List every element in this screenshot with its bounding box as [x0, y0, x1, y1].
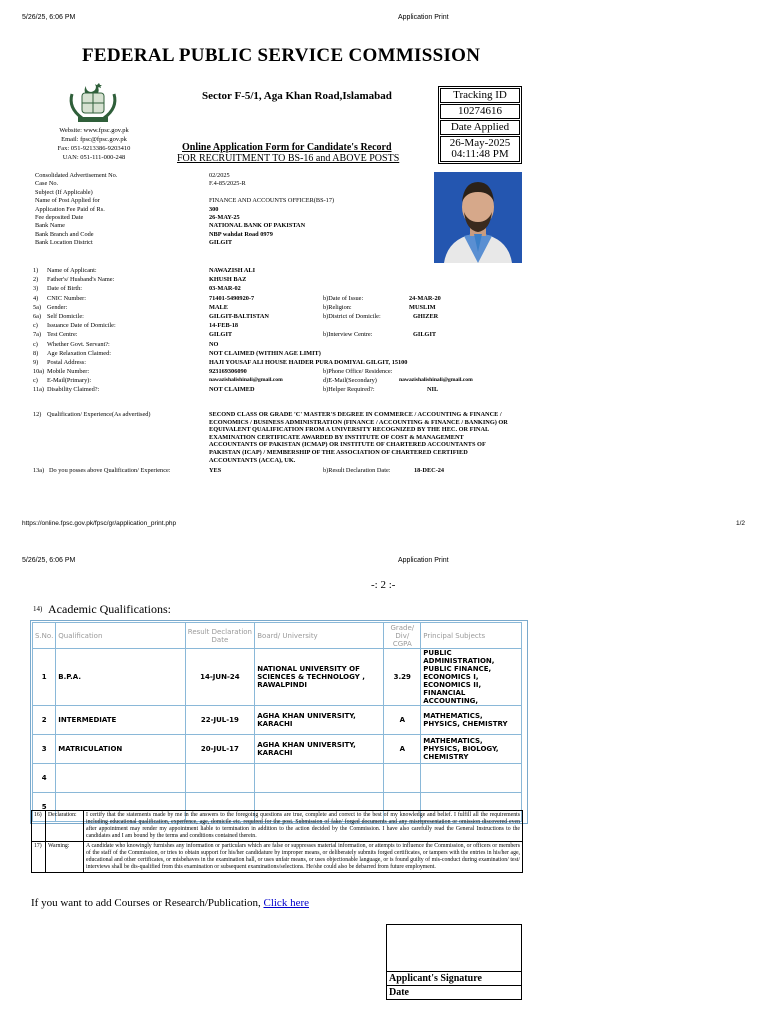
email-text: Email: fpsc@fpsc.gov.pk — [61, 136, 127, 143]
cell-qual — [56, 764, 185, 793]
form-subtitle: FOR RECRUITMENT TO BS-16 and ABOVE POSTS — [177, 153, 400, 164]
row-label: Gender: — [47, 303, 68, 311]
table-row — [33, 735, 522, 764]
field-label: Application Fee Paid of Rs. — [35, 205, 105, 213]
row-value: GILGIT-BALTISTAN — [209, 312, 269, 320]
col-grade: Grade/ Div/ CGPA — [384, 623, 421, 649]
row-value: GILGIT — [209, 331, 233, 339]
row-label: Date of Birth: — [47, 285, 82, 293]
cell-date: 20-JUL-17 — [185, 735, 255, 764]
row-b-value: MUSLIM — [409, 303, 436, 311]
academic-table — [32, 622, 522, 822]
cell-date: 14-JUN-24 — [185, 649, 255, 706]
acad-number: 14) — [33, 605, 43, 613]
row-number: 8) — [33, 349, 39, 357]
warn-label: Warning: — [46, 842, 84, 873]
applicant-row — [33, 304, 513, 313]
warning-row — [32, 842, 523, 873]
row-number: 3) — [33, 285, 39, 293]
time-applied: 04:11:48 PM — [451, 148, 509, 160]
row-value: NAWAZISH ALI — [209, 267, 256, 274]
field-value: 26-MAY-25 — [209, 213, 240, 221]
qualification-number: 12) — [33, 411, 42, 418]
field-label: Case No. — [35, 180, 59, 188]
commission-title: FEDERAL PUBLIC SERVICE COMMISSION — [82, 45, 481, 66]
row-label: Age Relaxation Claimed: — [47, 349, 112, 357]
warn-number: 17) — [32, 842, 46, 873]
cell-qual: INTERMEDIATE — [56, 706, 185, 735]
footer-url: https://online.fpsc.gov.pk/fpsc/gr/application_print.php — [22, 520, 177, 527]
cell-sno: 5 — [33, 793, 56, 822]
row-value: NOT CLAIMED (WITHIN AGE LIMIT) — [209, 349, 321, 357]
address: Sector F-5/1, Aga Khan Road,Islamabad — [202, 90, 392, 102]
applicant-row — [33, 331, 513, 340]
contact-info — [40, 126, 148, 162]
field-label: Bank Name — [35, 222, 65, 230]
field-value: NATIONAL BANK OF PAKISTAN — [209, 222, 306, 230]
applicant-row — [33, 295, 513, 304]
row-b-label: b)District of Domicile: — [323, 312, 381, 320]
row-label: Mobile Number: — [47, 368, 90, 376]
field-row — [35, 214, 435, 222]
q13-label: Do you posses above Qualification/ Experience: — [49, 467, 171, 474]
cell-sno: 3 — [33, 735, 56, 764]
q13-number: 13a) — [33, 467, 45, 474]
declaration-table — [31, 810, 523, 873]
applicant-row — [33, 313, 513, 322]
row-value: MALE — [209, 303, 228, 311]
row-value: 14-FEB-18 — [209, 322, 239, 330]
row-b-label: b)Date of Issue: — [323, 294, 364, 302]
row-label: CNIC Number: — [47, 294, 87, 302]
academic-table-frame — [30, 620, 528, 824]
applicant-row — [33, 276, 513, 285]
applicant-row — [33, 377, 513, 386]
fax-text: Fax: 051-9213386-9203410 — [57, 145, 131, 152]
courses-text: If you want to add Courses or Research/Publication, — [31, 897, 261, 909]
click-here-link[interactable]: Click here — [263, 897, 309, 909]
tracking-label: Tracking ID — [440, 88, 520, 103]
decl-text: I certify that the statements made by me in the answers to the foregoing questions are true, complete and correct to the best of my knowledge and belief. I fulfill all the requirements including educational qualification, experience, age, domicile etc. required for the post. Submission of fake/ forged documents and any misrepresentation or omission discovered even after appointment may render my appointment liable to termination in addition to the action decided by the Commission. I have also carefully read the General Instructions to the candidates and I am bound by the terms and conditions contained therein. — [84, 811, 523, 842]
result-date-label: b)Result Declaration Date: — [323, 467, 391, 474]
row-number: c) — [33, 377, 38, 385]
field-value: FINANCE AND ACCOUNTS OFFICER(BS-17) — [209, 197, 335, 205]
row-b-label: b)Interview Centre: — [323, 331, 373, 339]
cell-grade: A — [384, 735, 421, 764]
row-number: c) — [33, 322, 38, 330]
field-label: Bank Location District — [35, 239, 93, 247]
decl-label: Declaration: — [46, 811, 84, 842]
footer-page: 1/2 — [736, 520, 746, 527]
courses-prompt — [31, 897, 309, 909]
tracking-id: 10274616 — [440, 104, 520, 119]
qualification-label: Qualification/ Experience(As advertised) — [47, 411, 151, 418]
cell-qual: MATRICULATION — [56, 735, 185, 764]
row-b-value: GHIZER — [413, 312, 439, 320]
field-row — [35, 239, 435, 247]
date-applied: 26-May-2025 — [449, 137, 511, 149]
form-title: Online Application Form for Candidate's Record — [182, 142, 392, 153]
row-value: HAJI YOUSAF ALI HOUSE HAIDER PURA DOMIYAL GILGIT, 15100 — [209, 358, 408, 366]
row-value: 71401-5490920-7 — [209, 294, 255, 302]
field-label: Bank Branch and Code — [35, 230, 94, 238]
field-label: Subject (If Applicable) — [35, 188, 93, 196]
signature-area — [387, 925, 522, 972]
cell-subjects: MATHEMATICS, PHYSICS, BIOLOGY, CHEMISTRY — [421, 735, 522, 764]
col-sno: S.No. — [33, 623, 56, 649]
row-number: 11a) — [33, 386, 44, 394]
cell-subjects — [421, 764, 522, 793]
row-label: Test Centre: — [47, 331, 78, 339]
row-label: E-Mail(Primary): — [47, 377, 92, 385]
cell-subjects: MATHEMATICS, PHYSICS, CHEMISTRY — [421, 706, 522, 735]
row-b-label: d)E-Mail(Secondary) — [323, 377, 377, 385]
tracking-box — [438, 86, 522, 164]
row-b-label: b)Phone Office/ Residence: — [323, 368, 393, 376]
applicant-fields — [33, 267, 513, 396]
qualification-value: SECOND CLASS OR GRADE 'C' MASTER'S DEGREE IN COMMERCE / ACCOUNTING & FINANCE / ECONOMICS / BUSINESS ADMINISTRATION (FINANCE / ACCOUNTING & FINANCE / BANKING) OR EQUIVALENT QUALIFICATION FROM A UNIVERSITY RECOGNIZED BY THE HEC. OR FINAL EXAMINATION CERTIFICATE AWARDED BY INSTITUTE OF COST & MANAGEMENT ACCOUNTANTS OF PAKISTAN (ICMAP) OR INSTITUTE OF CHARTERED ACCOUNTANTS OF PAKISTAN (ICAP) / MEMBERSHIP OF THE ASSOCIATION OF CHARTERED CERTIFIED ACCOUNTANTS (ACCA), UK. — [209, 411, 508, 464]
declaration-row — [32, 811, 523, 842]
table-row — [33, 649, 522, 706]
field-row — [35, 222, 435, 230]
cell-board: NATIONAL UNIVERSITY OF SCIENCES & TECHNOLOGY , RAWALPINDI — [255, 649, 384, 706]
field-label: Fee deposited Date — [35, 213, 84, 221]
row-b-value: GILGIT — [413, 331, 437, 339]
cell-grade — [384, 764, 421, 793]
table-row — [33, 706, 522, 735]
row-value: 03-MAR-02 — [209, 285, 241, 293]
row-b-label: b)Helper Required?: — [323, 386, 375, 394]
cell-subjects: PUBLIC ADMINISTRATION, PUBLIC FINANCE, ECONOMICS I, ECONOMICS II, FINANCIAL ACCOUNTING, — [421, 649, 522, 706]
field-value: GILGIT — [209, 239, 233, 247]
row-number: 4) — [33, 294, 39, 302]
row-label: Father's/ Husband's Name: — [47, 276, 115, 284]
field-row — [35, 189, 435, 197]
print-title-p2: Application Print — [398, 557, 449, 564]
row-label: Postal Address: — [47, 358, 87, 366]
applicant-photo — [434, 172, 522, 263]
field-value: 300 — [209, 205, 219, 213]
cell-sno: 2 — [33, 706, 56, 735]
decl-number: 16) — [32, 811, 46, 842]
uan-text: UAN: 051-111-000-248 — [62, 154, 126, 161]
row-value: 923169306090 — [209, 368, 247, 376]
field-label: Name of Post Applied for — [35, 197, 100, 205]
row-b-value: NIL — [427, 386, 439, 394]
row-number: c) — [33, 340, 38, 348]
field-value: F.4-85/2025-R — [209, 180, 246, 188]
signature-label: Applicant's Signature — [387, 972, 522, 986]
cell-grade: 3.29 — [384, 649, 421, 706]
cell-qual: B.P.A. — [56, 649, 185, 706]
applicant-row — [33, 285, 513, 294]
table-header — [33, 623, 522, 649]
field-row — [35, 206, 435, 214]
date-applied-value — [440, 136, 520, 162]
row-number: 5a) — [33, 303, 42, 311]
row-b-label: b)Religion: — [323, 303, 352, 311]
row-label: Whether Govt. Servant?: — [47, 340, 110, 348]
cell-board: AGHA KHAN UNIVERSITY, KARACHI — [255, 735, 384, 764]
cell-board: AGHA KHAN UNIVERSITY, KARACHI — [255, 706, 384, 735]
date-applied-label: Date Applied — [440, 120, 520, 135]
cell-sno: 1 — [33, 649, 56, 706]
row-number: 7a) — [33, 331, 42, 339]
col-subjects: Principal Subjects — [421, 623, 522, 649]
result-date-value: 18-DEC-24 — [414, 467, 445, 474]
row-number: 6a) — [33, 312, 42, 320]
col-result-date: Result Declaration Date — [185, 623, 255, 649]
field-row — [35, 180, 435, 188]
date-label: Date — [387, 986, 522, 1000]
cell-board — [255, 764, 384, 793]
field-label: Consolidated Advertisement No. — [35, 172, 118, 179]
col-qualification: Qualification — [56, 623, 185, 649]
applicant-row — [33, 386, 513, 395]
cell-date: 22-JUL-19 — [185, 706, 255, 735]
print-datetime-p2: 5/26/25, 6:06 PM — [22, 557, 76, 564]
row-value: nawazishalishinali@gmail.com — [209, 377, 283, 384]
applicant-row — [33, 368, 513, 377]
row-b-value: nawazishalishinali@gmail.com — [399, 377, 473, 384]
cell-grade: A — [384, 706, 421, 735]
row-label: Issuance Date of Domicile: — [47, 322, 116, 330]
table-row — [33, 764, 522, 793]
top-fields — [35, 172, 435, 248]
row-number: 9) — [33, 358, 39, 366]
field-row — [35, 197, 435, 205]
applicant-row — [33, 359, 513, 368]
row-number: 10a) — [33, 368, 45, 376]
warn-text: A candidate who knowingly furnishes any information or particulars which are false or suppresses material information, or attempts to influence the Commission, or officers or members of the staff of the Commission, or tries to obtain support for his/her candidature by improper means, or deliberately submits forged certificates, or tampers with the entries in his/her age, educational and other certificates, or misbehaves in the examination hall, or uses unfair means, or uses objectionable language, or is found guilty of mis-conduct during examination/ test/ interviews shall be dis-qualified from this examination or subsequent examinations/selections. He/she could also be debarred from future employment. — [84, 842, 523, 873]
q13-value: YES — [209, 467, 222, 474]
cell-date — [185, 764, 255, 793]
row-number: 1) — [33, 267, 39, 274]
row-label: Self Domicile: — [47, 312, 84, 320]
row-b-value: 24-MAR-20 — [409, 294, 441, 302]
field-value: NBP wahdat Road 0979 — [209, 230, 273, 238]
col-board: Board/ University — [255, 623, 384, 649]
field-row — [35, 172, 435, 180]
applicant-row — [33, 341, 513, 350]
row-value: NOT CLAIMED — [209, 386, 255, 394]
print-title: Application Print — [398, 14, 449, 21]
row-label: Name of Applicant: — [47, 267, 97, 274]
applicant-row — [33, 350, 513, 359]
row-number: 2) — [33, 276, 39, 284]
signature-box — [386, 924, 522, 1000]
applicant-row — [33, 267, 513, 276]
field-value: 02/2025 — [209, 172, 230, 179]
applicant-row — [33, 322, 513, 331]
website-text: Website: www.fpsc.gov.pk — [59, 127, 129, 134]
cell-sno: 4 — [33, 764, 56, 793]
field-row — [35, 231, 435, 239]
row-value: KHUSH BAZ — [209, 276, 247, 284]
state-emblem-icon — [66, 80, 120, 126]
page-marker: -: 2 :- — [371, 579, 396, 591]
print-datetime: 5/26/25, 6:06 PM — [22, 14, 76, 21]
row-label: Disability Claimed?: — [47, 386, 100, 394]
row-value: NO — [209, 340, 219, 348]
acad-title: Academic Qualifications: — [48, 602, 171, 616]
